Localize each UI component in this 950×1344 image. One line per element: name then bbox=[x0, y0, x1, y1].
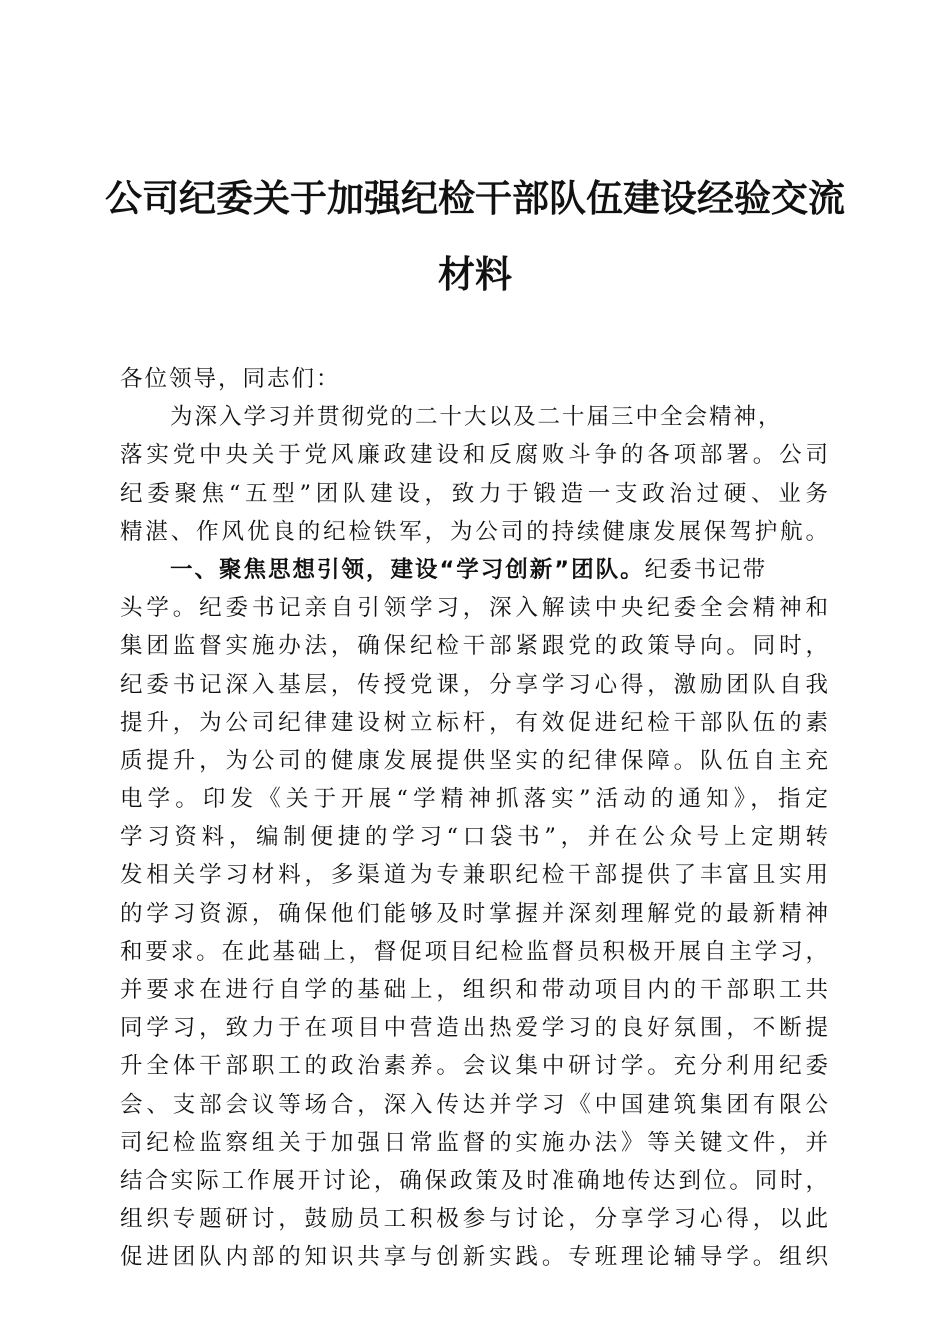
section-1-first-line-rest: 纪委书记带 bbox=[644, 556, 768, 583]
document-body bbox=[120, 360, 830, 1277]
intro-line: 落实党中央关于党风廉政建设和反腐败斗争的各项部署。公司 bbox=[120, 442, 830, 469]
paragraph-line: 司纪检监察组关于加强日常监督的实施办法》等关键文件，并 bbox=[120, 1129, 830, 1156]
paragraph-line: 发相关学习材料，多渠道为专兼职纪检干部提供了丰富且实用 bbox=[120, 862, 830, 889]
intro-line: 纪委聚焦“五型”团队建设，致力于锻造一支政治过硬、业务 bbox=[120, 480, 830, 507]
paragraph-line: 学习资料，编制便捷的学习“口袋书”，并在公众号上定期转 bbox=[120, 824, 830, 851]
paragraph-line: 并要求在进行自学的基础上，组织和带动项目内的干部职工共 bbox=[120, 977, 830, 1003]
document-title-line-2: 材料 bbox=[438, 253, 512, 296]
section-1-first-line bbox=[120, 551, 830, 589]
paragraph-line: 头学。纪委书记亲自引领学习，深入解读中央纪委全会精神和 bbox=[120, 595, 830, 622]
paragraph-line: 会、支部会议等场合，深入传达并学习《中国建筑集团有限公 bbox=[120, 1091, 830, 1118]
paragraph-line: 和要求。在此基础上，督促项目纪检监督员积极开展自主学习， bbox=[120, 938, 830, 965]
paragraph-line: 组织专题研讨，鼓励员工积极参与讨论，分享学习心得，以此 bbox=[120, 1206, 830, 1233]
intro-line: 为深入学习并贯彻党的二十大以及二十届三中全会精神， bbox=[170, 404, 783, 431]
paragraph-line: 提升，为公司纪律建设树立标杆，有效促进纪检干部队伍的素 bbox=[120, 709, 830, 736]
paragraph-line: 升全体干部职工的政治素养。会议集中研讨学。充分利用纪委 bbox=[120, 1053, 830, 1080]
section-1-heading: 一、聚焦思想引领，建设“学习创新”团队。 bbox=[170, 556, 645, 583]
paragraph-line: 同学习，致力于在项目中营造出热爱学习的良好氛围，不断提 bbox=[120, 1015, 830, 1042]
paragraph-line: 的学习资源，确保他们能够及时掌握并深刻理解党的最新精神 bbox=[120, 900, 830, 927]
paragraph-line: 结合实际工作展开讨论，确保政策及时准确地传达到位。同时， bbox=[120, 1167, 830, 1194]
paragraph-line: 纪委书记深入基层，传授党课，分享学习心得，激励团队自我 bbox=[120, 671, 830, 698]
paragraph-line: 促进团队内部的知识共享与创新实践。专班理论辅导学。组织 bbox=[120, 1244, 830, 1271]
salutation: 各位领导，同志们： bbox=[120, 366, 341, 392]
paragraph-line: 集团监督实施办法，确保纪检干部紧跟党的政策导向。同时， bbox=[120, 633, 830, 660]
paragraph-line: 电学。印发《关于开展“学精神抓落实”活动的通知》，指定 bbox=[120, 786, 830, 813]
paragraph-line: 质提升，为公司的健康发展提供坚实的纪律保障。队伍自主充 bbox=[120, 747, 830, 774]
document-title-line-1: 公司纪委关于加强纪检干部队伍建设经验交流 bbox=[105, 177, 845, 220]
intro-line: 精湛、作风优良的纪检铁军，为公司的持续健康发展保驾护航。 bbox=[120, 518, 830, 545]
